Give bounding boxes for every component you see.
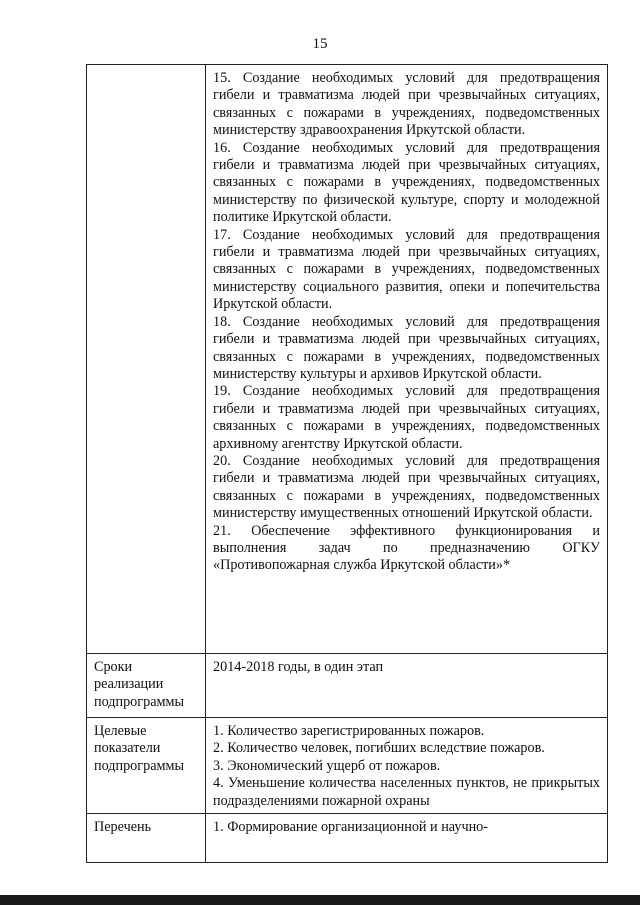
row-content	[206, 718, 608, 814]
list-item: 2014-2018 годы, в один этап	[213, 659, 384, 675]
list-item: 18. Создание необходимых условий для предотвращения гибели и травматизма людей при чрезвычайных ситуациях, связанных с пожарами в учреждениях, подведомственных министерству культуры и архивов Иркутской области.	[213, 313, 600, 382]
page-number: 15	[312, 36, 328, 52]
list-item: 16. Создание необходимых условий для предотвращения гибели и травматизма людей при чрезвычайных ситуациях, связанных с пожарами в учреждениях, подведомственных министерству по физической культуре, спорту и молодежной политике Иркутской области.	[213, 139, 600, 226]
list-item: 20. Создание необходимых условий для предотвращения гибели и травматизма людей при чрезвычайных ситуациях, связанных с пожарами в учреждениях, подведомственных министерству имущественных отношений Иркутской области.	[213, 452, 600, 522]
row-content	[206, 65, 608, 654]
list-item: 15. Создание необходимых условий для предотвращения гибели и травматизма людей при чрезвычайных ситуациях, связанных с пожарами в учреждениях, подведомственных министерству здравоохранения Иркутской области.	[213, 70, 600, 139]
list-item: 1. Количество зарегистрированных пожаров.	[213, 723, 485, 739]
list-item: 21. Обеспечение эффективного функционирования и выполнения задач по предназначению ОГКУ «Противопожарная служба Иркутской области»*	[213, 522, 600, 574]
program-passport-table	[86, 64, 608, 863]
row-label: Целевые показатели подпрограммы	[87, 718, 206, 814]
row-label	[87, 65, 206, 654]
list-item: 17. Создание необходимых условий для предотвращения гибели и травматизма людей при чрезвычайных ситуациях, связанных с пожарами в учреждениях, подведомственных министерству социального развития, опеки и попечительства Иркутской области.	[213, 226, 600, 313]
table-row	[87, 718, 608, 814]
row-label: Сроки реализации подпрограммы	[87, 654, 206, 718]
scan-bottom-edge	[0, 895, 640, 905]
list-item: 3. Экономический ущерб от пожаров.	[213, 757, 441, 774]
table-row	[87, 814, 608, 863]
list-item: 1. Формирование организационной и научно-	[213, 819, 488, 836]
list-item: 19. Создание необходимых условий для предотвращения гибели и травматизма людей при чрезвычайных ситуациях, связанных с пожарами в учреждениях, подведомственных архивному агентству Иркутской области.	[213, 383, 600, 452]
row-content	[206, 814, 608, 863]
row-content	[206, 654, 608, 718]
list-item: 2. Количество человек, погибших вследствие пожаров.	[213, 740, 545, 757]
row-label: Перечень	[87, 814, 206, 863]
table-row	[87, 65, 608, 654]
list-item: 4. Уменьшение количества населенных пунктов, не прикрытых подразделениями пожарной охраны	[213, 775, 600, 809]
table-row	[87, 654, 608, 718]
